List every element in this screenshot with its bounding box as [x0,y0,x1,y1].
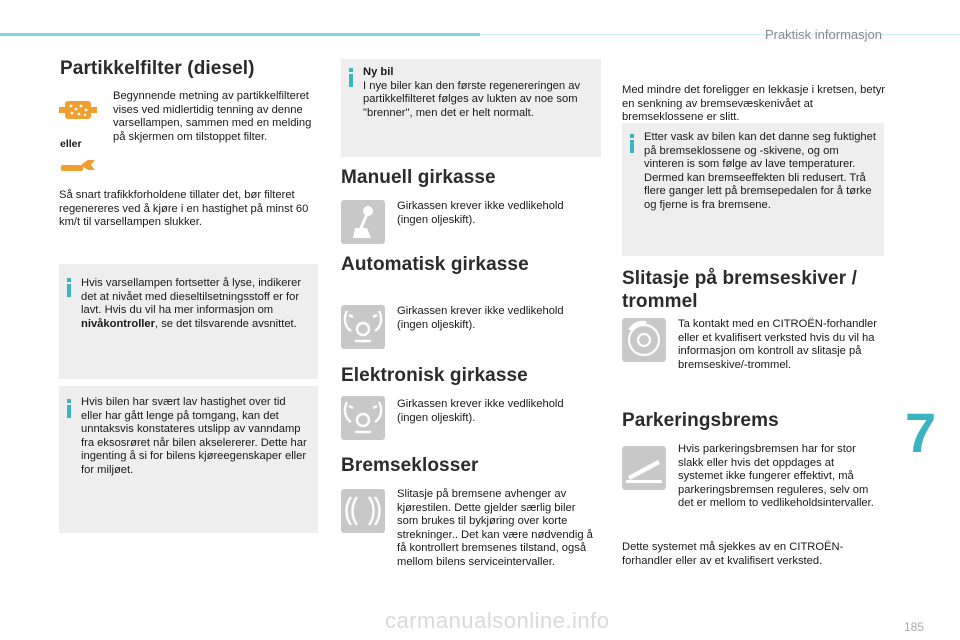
gear-lever-icon [341,200,385,244]
title-electronic-gearbox: Elektronisk girkasse [341,365,528,386]
note-additive-link: nivåkontroller [81,317,155,330]
info-icon [67,278,71,297]
header-rule-light [480,34,960,35]
info-icon [630,134,634,153]
title-brake-discs: Slitasje på bremseskiver / trommel [622,268,857,312]
title-parking-brake: Parkeringsbrems [622,410,779,431]
note-moisture-text: Etter vask av bilen kan det danne seg fuktighet på bremseklossene og -skivene, og om vinteren is som følge av lave temperaturer. Dermed kan bremseeffekten bli redusert. Trå flere ganger lett på bremsepedalen for å tørke og fjerne is fra bremsene. [644,131,876,211]
chapter-number: 7 [905,401,937,464]
note-water-vapour-text: Hvis bilen har svært lav hastighet over tid eller har gått lenge på tomgang, kan det unntaksvis konstateres utslipp av vanndamp fra eksosrøret når bilen akselererer. Dette har ingenting å si for bilens kjøreegenskaper eller for miljøet. [81,396,307,476]
eller-label: eller [60,138,82,150]
automatic-gearbox-text: Girkassen krever ikke vedlikehold (ingen oljeskift). [397,305,564,331]
title-brake-pads: Bremseklosser [341,455,479,476]
note-new-car [341,59,601,157]
particle-filter-paragraph: Så snart trafikkforholdene tillater det, bør filteret regenereres ved å kjøre i en hastighet på minst 60 km/t til varsellampen slukker. [59,189,309,229]
note-additive-level [59,264,318,379]
particle-filter-icon-text: Begynnende metning av partikkelfilteret vises ved midlertidig tenning av denne varsellampen, sammen med en melding på skjermen om tilstoppet filter. [113,90,312,143]
info-icon [67,399,71,418]
brake-discs-text: Ta kontakt med en CITROËN-forhandler eller et kvalifisert verksted hvis du vil ha informasjon om kontroll av slitasje på bremseskive/-trommel. [678,318,877,371]
info-icon [349,68,353,87]
note-additive-text [81,277,309,331]
parking-brake-icon [622,446,666,490]
title-automatic-gearbox: Automatisk girkasse [341,254,529,275]
page-number: 185 [903,620,924,634]
note-moisture [622,123,884,256]
title-manual-gearbox: Manuell girkasse [341,167,496,188]
title-particle-filter: Partikkelfilter (diesel) [60,58,255,79]
note-additive-text-a: Hvis varsellampen fortsetter å lyse, indikerer det at nivået med dieseltilsetningsstoff er for lavt. Hvis du vil ha mer informasjon om [81,277,302,317]
note-new-car-body: I nye biler kan den første regenereringen av partikkelfilteret følges av lukten av noe som "brenner", men det er helt normalt. [363,79,581,119]
note-new-car-text [363,66,595,120]
wrench-warning-icon [58,154,98,176]
note-additive-text-b: , se det tilsvarende avsnittet. [154,317,297,330]
brake-disc-icon [622,318,666,362]
particle-filter-warning-icon [58,97,98,123]
brake-fluid-intro: Med mindre det foreligger en lekkasje i kretsen, betyr en senkning av bremsevæskenivået at bremseklossene er slitt. [622,84,886,124]
note-water-vapour [59,386,318,533]
brake-pads-icon [341,489,385,533]
electronic-gearbox-icon [341,396,385,440]
manual-gearbox-text: Girkassen krever ikke vedlikehold (ingen oljeskift). [397,200,564,226]
section-header: Praktisk informasjon [764,27,882,42]
brake-pads-text: Slitasje på bremsene avhenger av kjørestilen. Dette gjelder særlig biler som brukes til bykjøring over korte strekninger.. Det kan være nødvendig å få kontrollert bremsenes tilstand, også mellom bilens serviceintervaller. [397,488,593,568]
header-rule [0,33,480,36]
watermark: carmanualsonline.info [385,608,610,633]
note-new-car-title: Ny bil [363,66,394,78]
parking-brake-footer: Dette systemet må sjekkes av en CITROËN-forhandler eller av et kvalifisert verksted. [622,541,844,567]
parking-brake-text: Hvis parkeringsbremsen har for stor slakk eller hvis det oppdages at systemet ikke fungerer effektivt, må parkeringsbremsen reguleres, selv om det er mellom to vedlikeholdsintervaller. [678,443,874,510]
electronic-gearbox-text: Girkassen krever ikke vedlikehold (ingen oljeskift). [397,398,564,424]
automatic-gearbox-icon [341,305,385,349]
